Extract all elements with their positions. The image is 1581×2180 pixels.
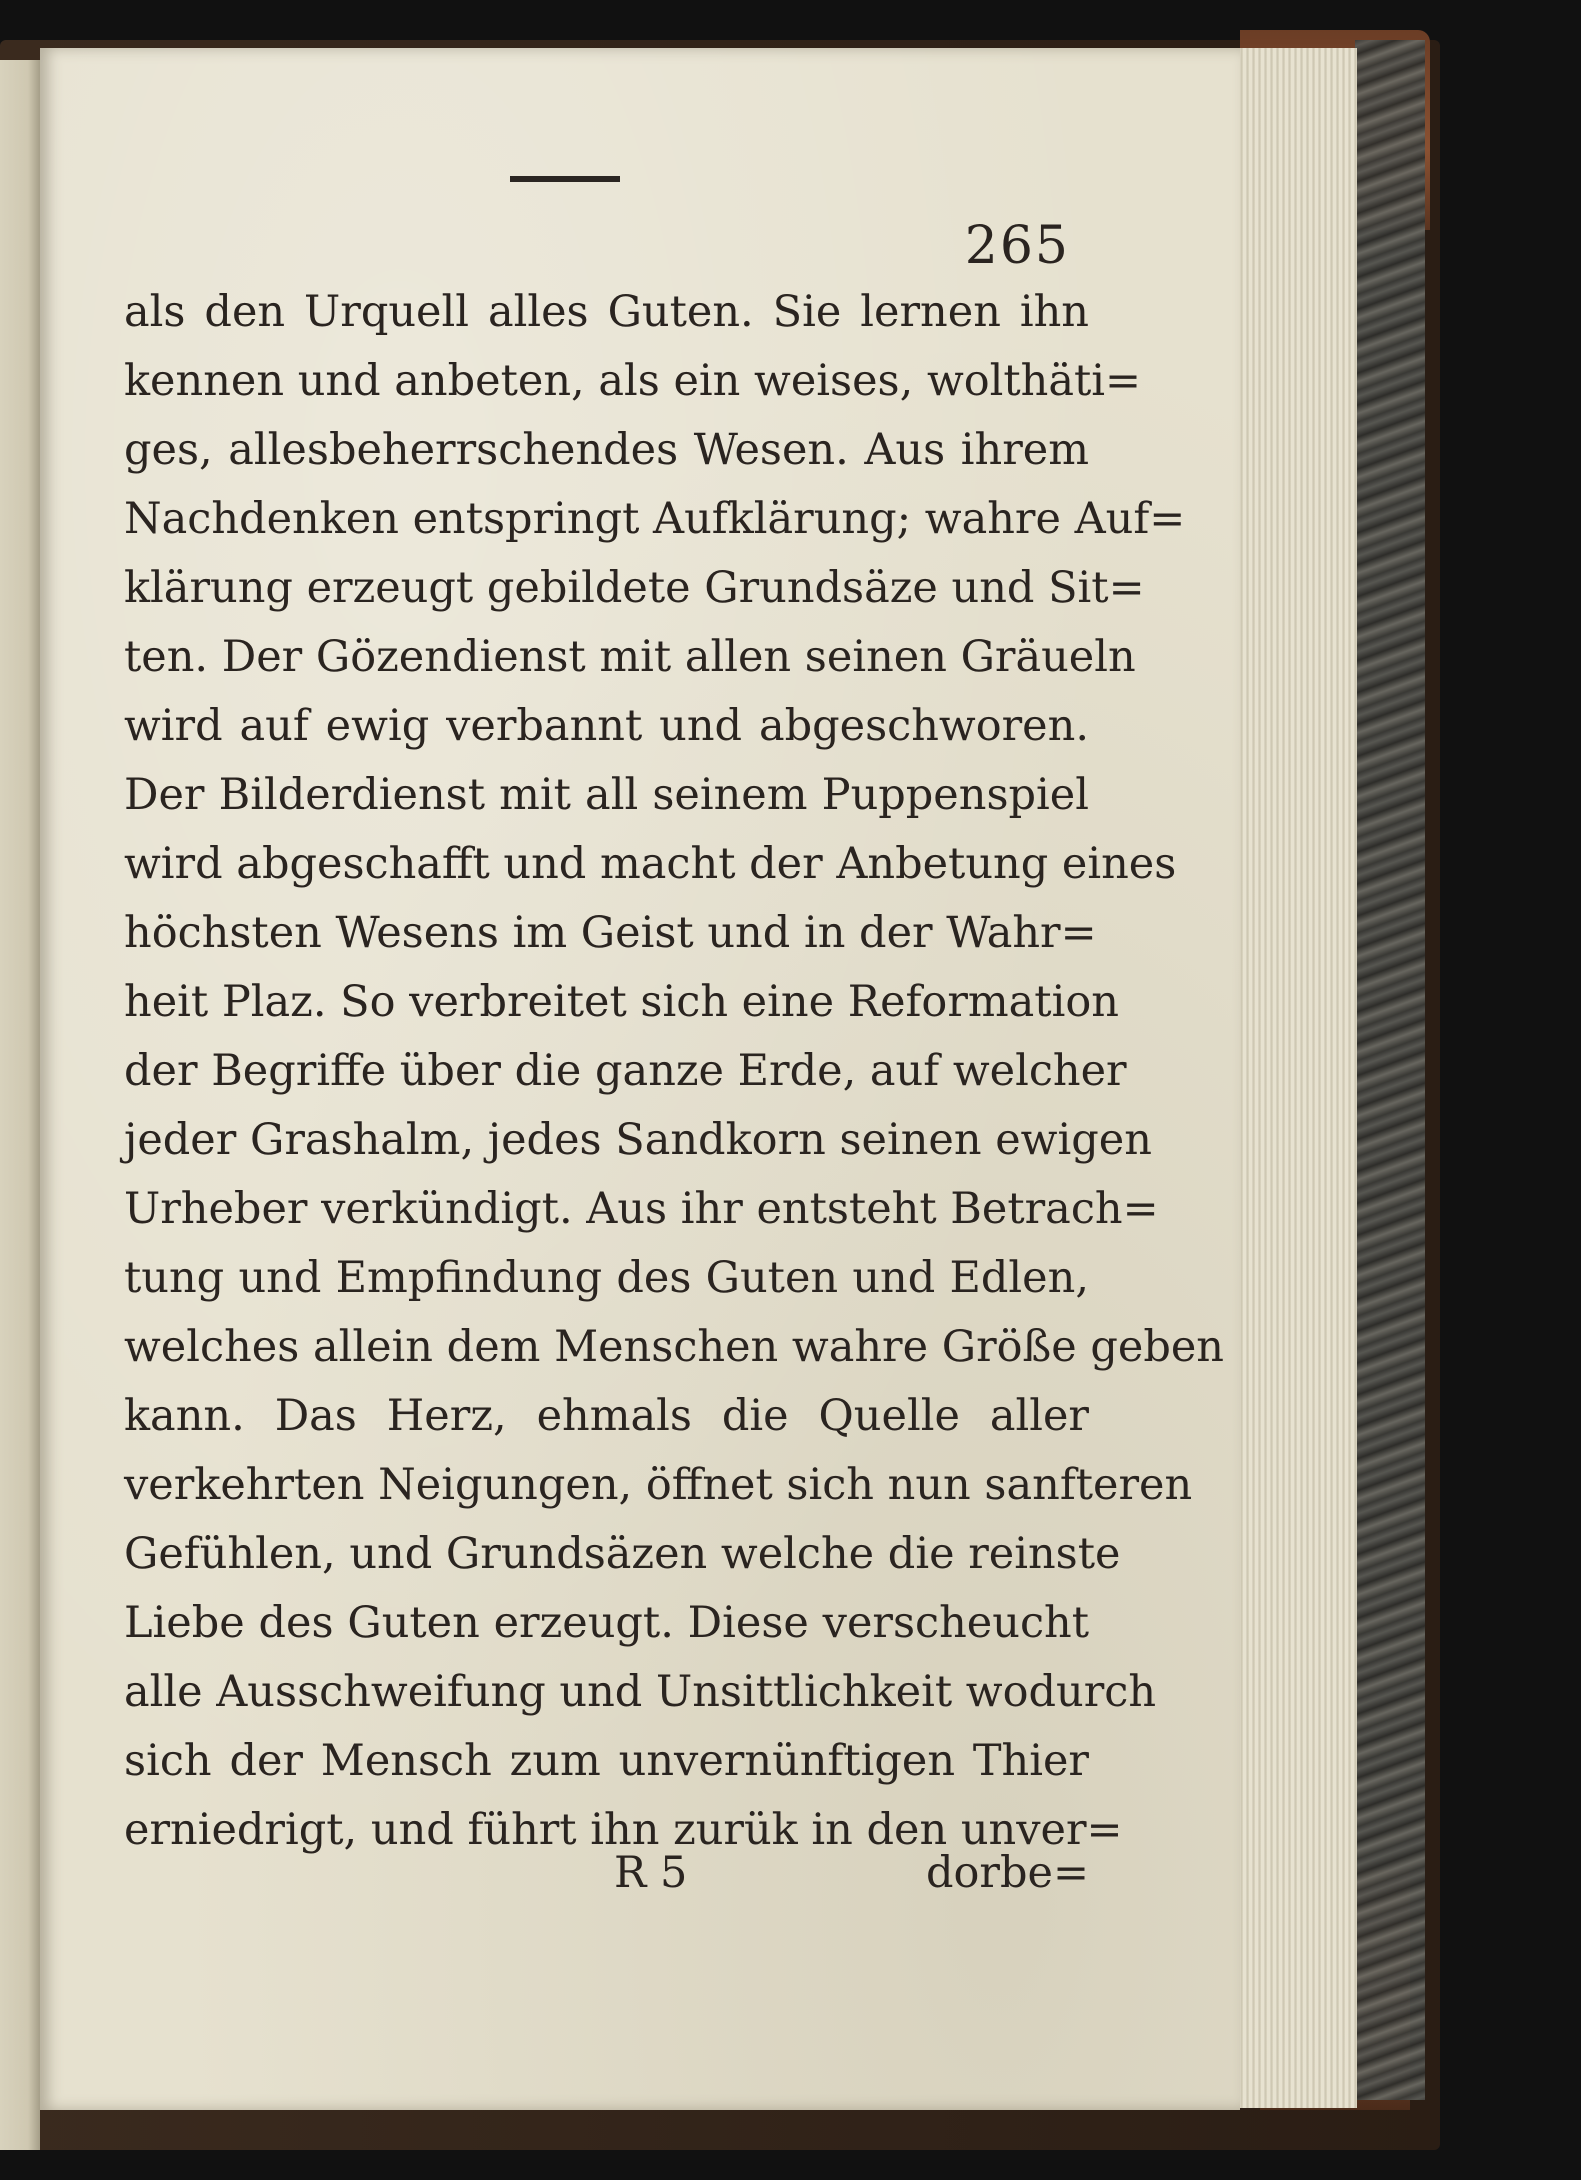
text-line: Gefühlen, und Grundsäzen welche die reinste xyxy=(124,1529,1121,1579)
signature-mark: R 5 xyxy=(614,1848,688,1898)
text-line: tung und Empfindung des Guten und Edlen, xyxy=(124,1253,1089,1303)
text-line: ges, allesbeherrschendes Wesen. Aus ihrem xyxy=(124,425,1089,475)
text-line: der Begriffe über die ganze Erde, auf welcher xyxy=(124,1046,1127,1096)
text-line: jeder Grashalm, jedes Sandkorn seinen ewigen xyxy=(124,1115,1152,1165)
facing-page-edge xyxy=(0,60,40,2150)
text-line: welches allein dem Menschen wahre Größe geben xyxy=(124,1322,1224,1372)
text-line: wird auf ewig verbannt und abgeschworen. xyxy=(124,701,1089,751)
text-line: erniedrigt, und führt ihn zurük in den unver= xyxy=(124,1805,1123,1855)
text-line: wird abgeschafft und macht der Anbetung eines xyxy=(124,839,1177,889)
text-line: verkehrten Neigungen, öffnet sich nun sanfteren xyxy=(124,1460,1193,1510)
marbled-cover-edge xyxy=(1355,40,1425,2100)
text-line: höchsten Wesens im Geist und in der Wahr= xyxy=(124,908,1097,958)
text-line: heit Plaz. So verbreitet sich eine Reformation xyxy=(124,977,1119,1027)
text-line: als den Urquell alles Guten. Sie lernen ihn xyxy=(124,287,1089,337)
text-line: Urheber verkündigt. Aus ihr entsteht Betrach= xyxy=(124,1184,1159,1234)
text-line: sich der Mensch zum unvernünftigen Thier xyxy=(124,1736,1089,1786)
page-block-edges xyxy=(1235,48,1357,2108)
text-line: Nachdenken entspringt Aufklärung; wahre Auf= xyxy=(124,494,1186,544)
book-page xyxy=(40,48,1240,2110)
text-line: kennen und anbeten, als ein weises, wolthäti= xyxy=(124,356,1142,406)
text-line: Der Bilderdienst mit all seinem Puppenspiel xyxy=(124,770,1089,820)
catchword: dorbe= xyxy=(926,1848,1089,1898)
body-text xyxy=(124,278,1224,1865)
text-line: ten. Der Gözendienst mit allen seinen Gräueln xyxy=(124,632,1136,682)
text-line: Liebe des Guten erzeugt. Diese verscheucht xyxy=(124,1598,1089,1648)
text-line: klärung erzeugt gebildete Grundsäze und Sit= xyxy=(124,563,1145,613)
page-number: 265 xyxy=(964,216,1070,276)
text-line: kann. Das Herz, ehmals die Quelle aller xyxy=(124,1391,1089,1441)
page-footer xyxy=(124,1848,1089,1918)
header-rule xyxy=(510,176,620,182)
text-line: alle Ausschweifung und Unsittlichkeit wodurch xyxy=(124,1667,1157,1717)
